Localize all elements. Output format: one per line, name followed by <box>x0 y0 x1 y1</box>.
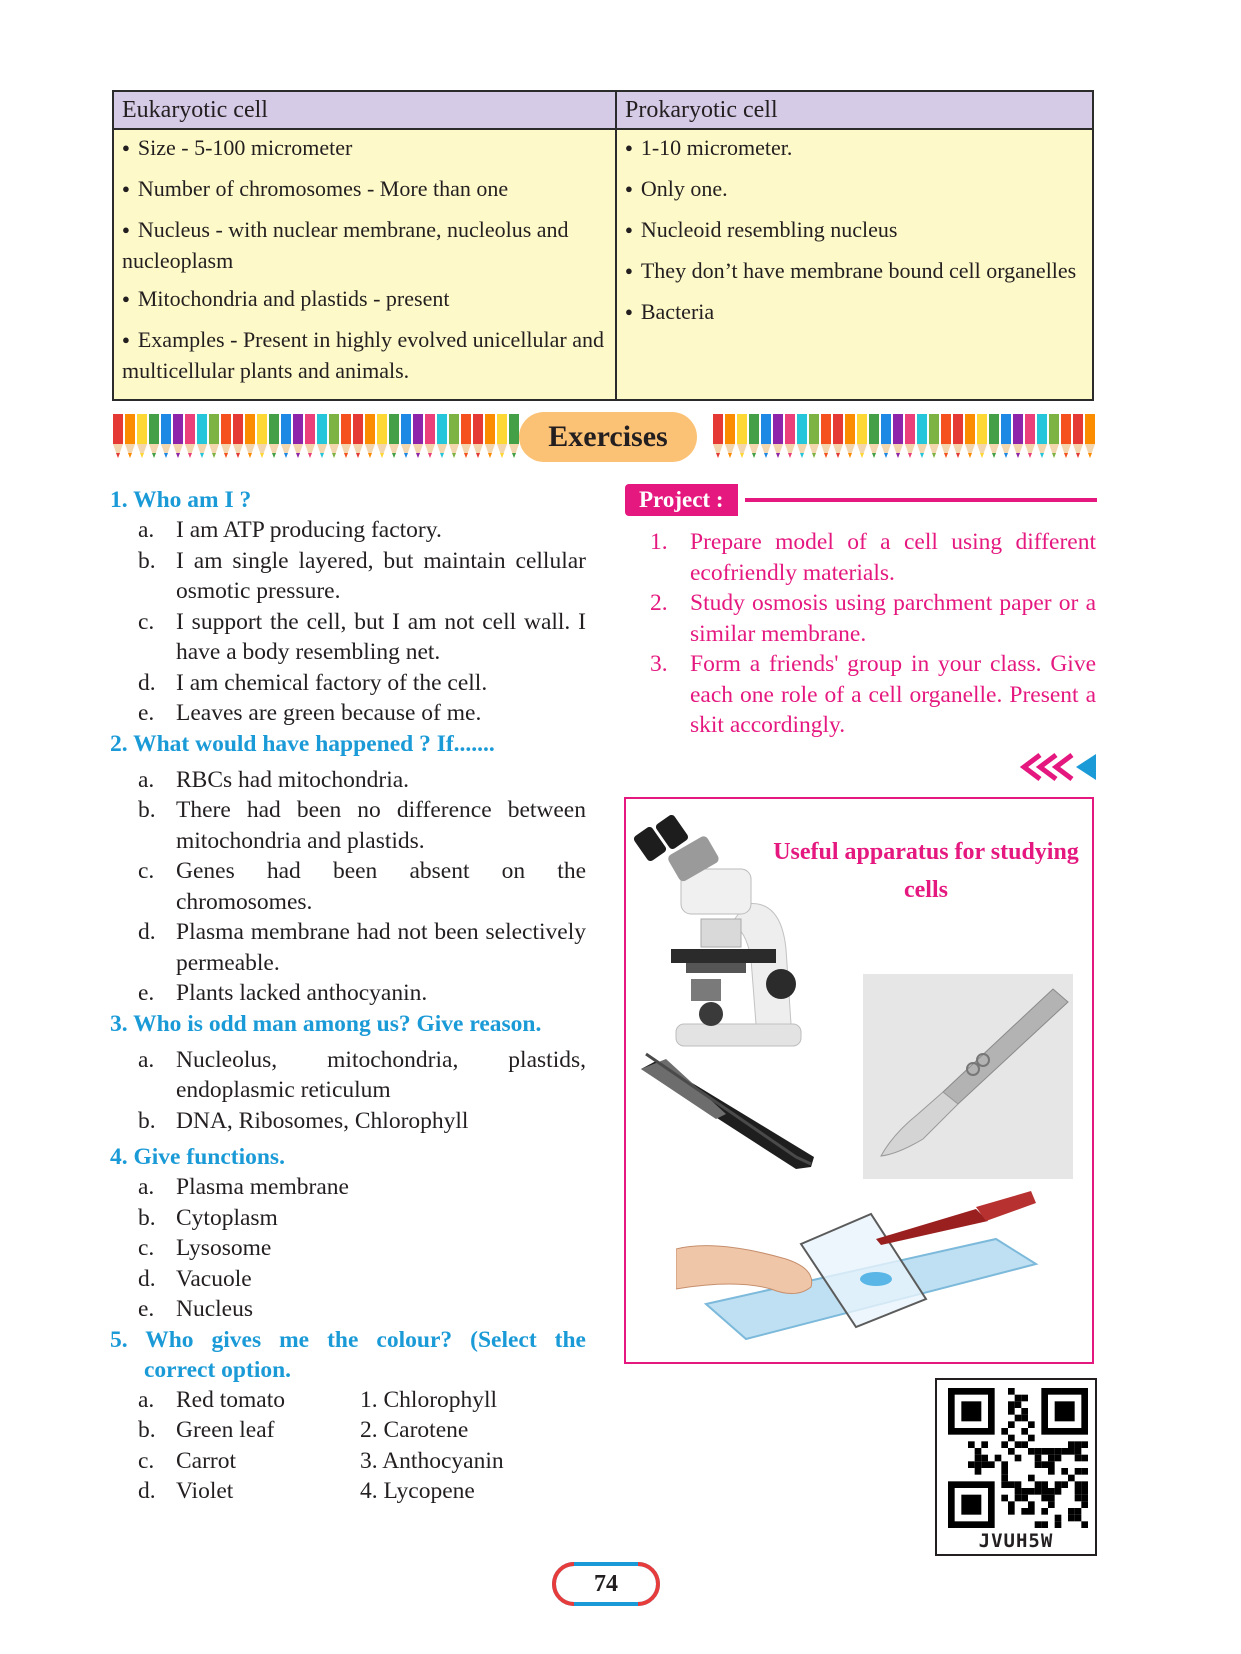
match-columns <box>110 1385 586 1507</box>
question-title: 4. Give functions. <box>110 1144 285 1170</box>
list-item <box>110 607 586 668</box>
list-item <box>110 1294 586 1325</box>
list-item <box>110 1172 586 1203</box>
item-text: Plants lacked anthocyanin. <box>176 980 428 1006</box>
microscope-slide-image <box>676 1179 1046 1349</box>
question-4 <box>110 1142 586 1325</box>
item-letter: e. <box>138 700 155 726</box>
page-number <box>552 1562 660 1606</box>
item-letter: a. <box>138 1174 155 1200</box>
list-item <box>110 1264 586 1295</box>
item-text: Carrot <box>176 1447 237 1474</box>
qr-code-text: JVUH5W <box>978 1530 1054 1552</box>
question-title: 3. Who is odd man among us? Give reason. <box>110 1010 542 1037</box>
item-letter: d. <box>138 919 156 945</box>
prokaryotic-item: ● They don’t have membrane bound cell organelles <box>625 257 1084 288</box>
item-text: I am ATP producing factory. <box>176 517 442 543</box>
item-text: Red tomato <box>176 1386 285 1413</box>
project-item <box>650 649 1096 741</box>
exercises-banner <box>112 412 1096 462</box>
eukaryotic-item: ● Number of chromosomes - More than one <box>122 175 607 206</box>
item-text: Leaves are green because of me. <box>176 700 482 726</box>
item-text: Vacuole <box>176 1265 252 1292</box>
item-letter: c. <box>138 1235 155 1261</box>
item-text: Green leaf <box>176 1417 275 1443</box>
question-title-continued: correct option. <box>144 1356 292 1383</box>
item-text: Form a friends' group in your class. Give each one role of a cell organelle. Present a skit accordingly. <box>690 651 1096 738</box>
match-item <box>110 1385 360 1416</box>
list-item <box>110 917 586 978</box>
question-2 <box>110 729 586 1009</box>
item-text: There had been no difference between mitochondria and plastids. <box>176 797 586 854</box>
item-letter: a. <box>138 766 155 793</box>
prokaryotic-item: ● Only one. <box>625 175 1084 206</box>
exercises-title: Exercises <box>519 412 697 462</box>
header-eukaryotic: Eukaryotic cell <box>113 91 616 129</box>
qr-code-icon <box>948 1388 1088 1528</box>
item-text: Plasma membrane <box>176 1174 349 1200</box>
eukaryotic-item: ● Size - 5-100 micrometer <box>122 134 607 165</box>
project-item <box>650 588 1096 649</box>
list-item <box>110 1233 586 1264</box>
prokaryotic-item: ● Bacteria <box>625 298 1084 329</box>
item-text: Prepare model of a cell using different ecofriendly materials. <box>690 529 1096 586</box>
item-text: I support the cell, but I am not cell wall. I have a body resembling net. <box>176 608 586 665</box>
list-item <box>110 1203 586 1234</box>
question-title: 2. What would have happened ? If....... <box>110 730 495 757</box>
apparatus-box <box>624 797 1094 1364</box>
eukaryotic-item: ● Mitochondria and plastids - present <box>122 285 607 316</box>
item-letter: b. <box>138 1107 156 1134</box>
forceps-image <box>636 1039 836 1179</box>
item-text: Violet <box>176 1478 234 1504</box>
prokaryotic-item: ● 1-10 micrometer. <box>625 134 1084 165</box>
header-prokaryotic: Prokaryotic cell <box>616 91 1093 129</box>
item-letter: c. <box>138 608 155 635</box>
prokaryotic-item: ● Nucleoid resembling nucleus <box>625 216 1084 247</box>
match-item <box>110 1446 360 1477</box>
item-text: Study osmosis using parchment paper or a similar membrane. <box>690 590 1096 647</box>
item-letter: c. <box>138 1447 155 1474</box>
apparatus-title: Useful apparatus for studying cells <box>773 839 1079 903</box>
item-letter: d. <box>138 1478 156 1504</box>
item-letter: c. <box>138 858 155 884</box>
item-letter: d. <box>138 1265 156 1292</box>
list-item <box>110 546 586 607</box>
item-text: Genes had been absent on the chromosomes. <box>176 858 586 915</box>
project-item <box>650 527 1096 588</box>
item-letter: e. <box>138 1296 155 1322</box>
item-text: Lysosome <box>176 1235 272 1261</box>
project-rule <box>745 498 1097 502</box>
question-title: 5. Who gives me the colour? (Select the <box>110 1326 586 1353</box>
item-number: 1. <box>650 529 668 555</box>
item-letter: b. <box>138 1417 156 1443</box>
list-item <box>110 856 586 917</box>
qr-code-box <box>935 1378 1097 1556</box>
list-item <box>110 1106 586 1137</box>
project-list <box>650 527 1096 741</box>
item-number: 3. <box>650 651 668 677</box>
match-item <box>110 1476 360 1507</box>
list-item <box>110 668 586 699</box>
item-text: Cytoplasm <box>176 1204 278 1231</box>
list-item <box>110 765 586 796</box>
item-letter: b. <box>138 1204 156 1231</box>
option-item: 1. Chlorophyll <box>360 1386 498 1413</box>
comparison-table <box>112 90 1094 401</box>
questions-column <box>110 485 586 1507</box>
option-item: 4. Lycopene <box>360 1478 475 1504</box>
item-text: RBCs had mitochondria. <box>176 766 410 793</box>
prokaryotic-cell <box>616 129 1093 400</box>
list-item <box>110 1045 586 1106</box>
item-text: Plasma membrane had not been selectively permeable. <box>176 919 586 976</box>
eukaryotic-cell <box>113 129 616 400</box>
back-arrows-icon <box>1018 752 1098 782</box>
list-item <box>110 795 586 856</box>
item-letter: e. <box>138 980 155 1006</box>
eukaryotic-item: ● Examples - Present in highly evolved unicellular and multicellular plants and animals. <box>122 326 607 385</box>
question-3 <box>110 1009 586 1137</box>
question-5 <box>110 1325 586 1507</box>
item-letter: a. <box>138 1046 155 1073</box>
question-1 <box>110 485 586 729</box>
page-number-text: 74 <box>594 1571 618 1597</box>
item-text: Nucleus <box>176 1296 254 1322</box>
item-letter: a. <box>138 1386 155 1413</box>
microscope-image <box>631 809 831 1054</box>
list-item <box>110 978 586 1009</box>
item-letter: b. <box>138 797 156 823</box>
item-text: Nucleolus, mitochondria, plastids, endoplasmic reticulum <box>176 1046 586 1103</box>
project-label: Project : <box>625 484 738 516</box>
scalpel-image <box>863 974 1073 1179</box>
item-letter: a. <box>138 517 155 543</box>
item-text: I am single layered, but maintain cellular osmotic pressure. <box>176 547 586 604</box>
option-item: 2. Carotene <box>360 1417 469 1443</box>
item-letter: d. <box>138 669 156 696</box>
item-number: 2. <box>650 590 668 616</box>
eukaryotic-item: ● Nucleus - with nuclear membrane, nucleolus and nucleoplasm <box>122 216 607 275</box>
item-text: DNA, Ribosomes, Chlorophyll <box>176 1107 469 1134</box>
option-item: 3. Anthocyanin <box>360 1447 504 1474</box>
list-item <box>110 515 586 546</box>
question-title: 1. Who am I ? <box>110 487 252 513</box>
item-text: I am chemical factory of the cell. <box>176 669 488 696</box>
list-item <box>110 698 586 729</box>
match-item <box>110 1415 360 1446</box>
item-letter: b. <box>138 547 156 574</box>
